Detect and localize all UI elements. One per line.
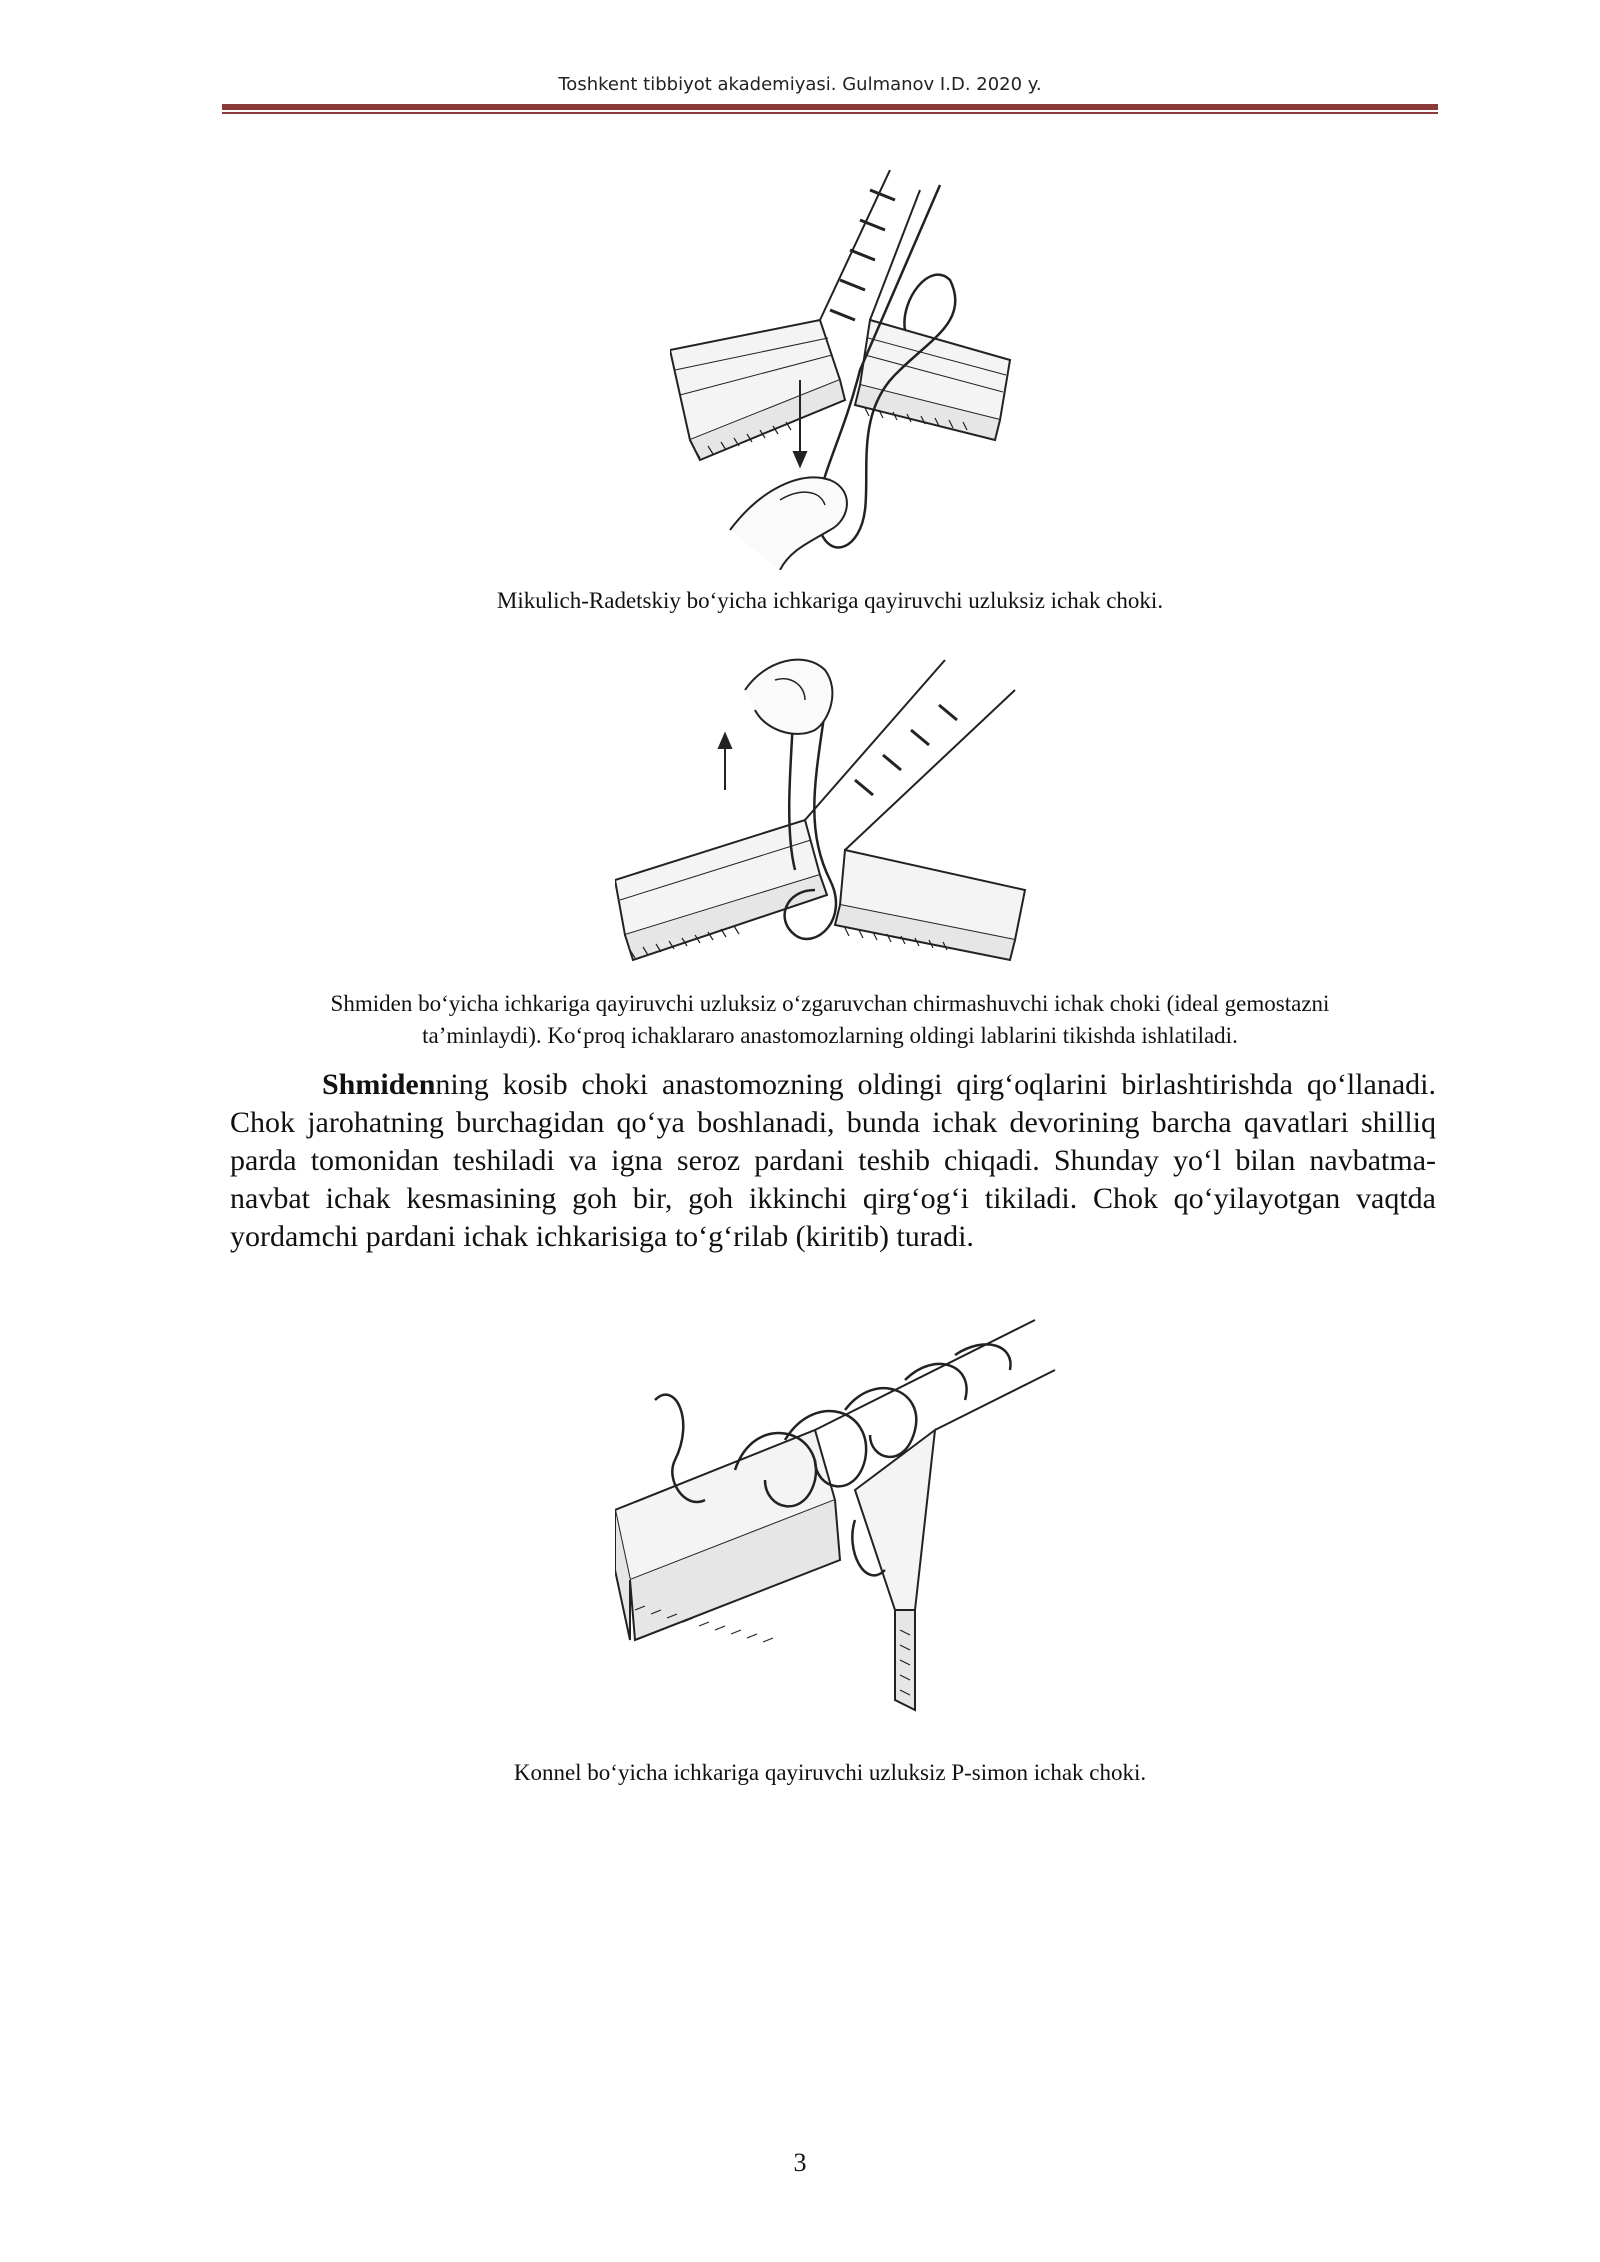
body-paragraph — [230, 1066, 1436, 1256]
figure-mikulich-radetskiy — [670, 170, 1020, 570]
figure-caption: Mikulich-Radetskiy bo‘yicha ichkariga qayiruvchi uzluksiz ichak choki. — [496, 588, 1164, 613]
header-rule-thin — [222, 112, 1438, 114]
figure-caption-line: Shmiden bo‘yicha ichkariga qayiruvchi uzluksiz o‘zgaruvchan chirmashuvchi ichak choki (ideal gemostazni — [330, 991, 1330, 1016]
figure-caption-line: ta’minlaydi). Ko‘proq ichaklararo anastomozlarning oldingi lablarini tikishda ishlatiladi. — [422, 1023, 1238, 1048]
figure-shmiden — [615, 650, 1035, 980]
suture-illustration-icon — [615, 1310, 1075, 1730]
figure-caption: Konnel bo‘yicha ichkariga qayiruvchi uzluksiz P-simon ichak choki. — [513, 1760, 1147, 1785]
suture-illustration-icon — [670, 170, 1020, 570]
page-number: 3 — [793, 2148, 807, 2177]
figure-konnel — [615, 1310, 1075, 1730]
paragraph-bold-lead: Shmiden — [322, 1068, 436, 1101]
header-rule — [222, 104, 1438, 110]
page-header: Toshkent tibbiyot akademiyasi. Gulmanov I.D. 2020 y. — [558, 74, 1042, 95]
paragraph-text: ning kosib choki anastomozning oldingi qirg‘oqlarini birlashtirishda qo‘llanadi. Chok jarohatning burchagidan qo‘ya boshlanadi, bunda ichak devorining barcha qavatlari shilliq parda tomonidan teshiladi va igna seroz pardani teshib chiqadi. Shunday yo‘l bilan navbatma-navbat ichak kesmasining goh bir, goh ikkinchi qirg‘og‘i tikiladi. Chok qo‘yilayotgan vaqtda yordamchi pardani ichak ichkarisiga to‘g‘rilab (kiritib) turadi. — [230, 1068, 1436, 1253]
suture-illustration-icon — [615, 650, 1035, 980]
